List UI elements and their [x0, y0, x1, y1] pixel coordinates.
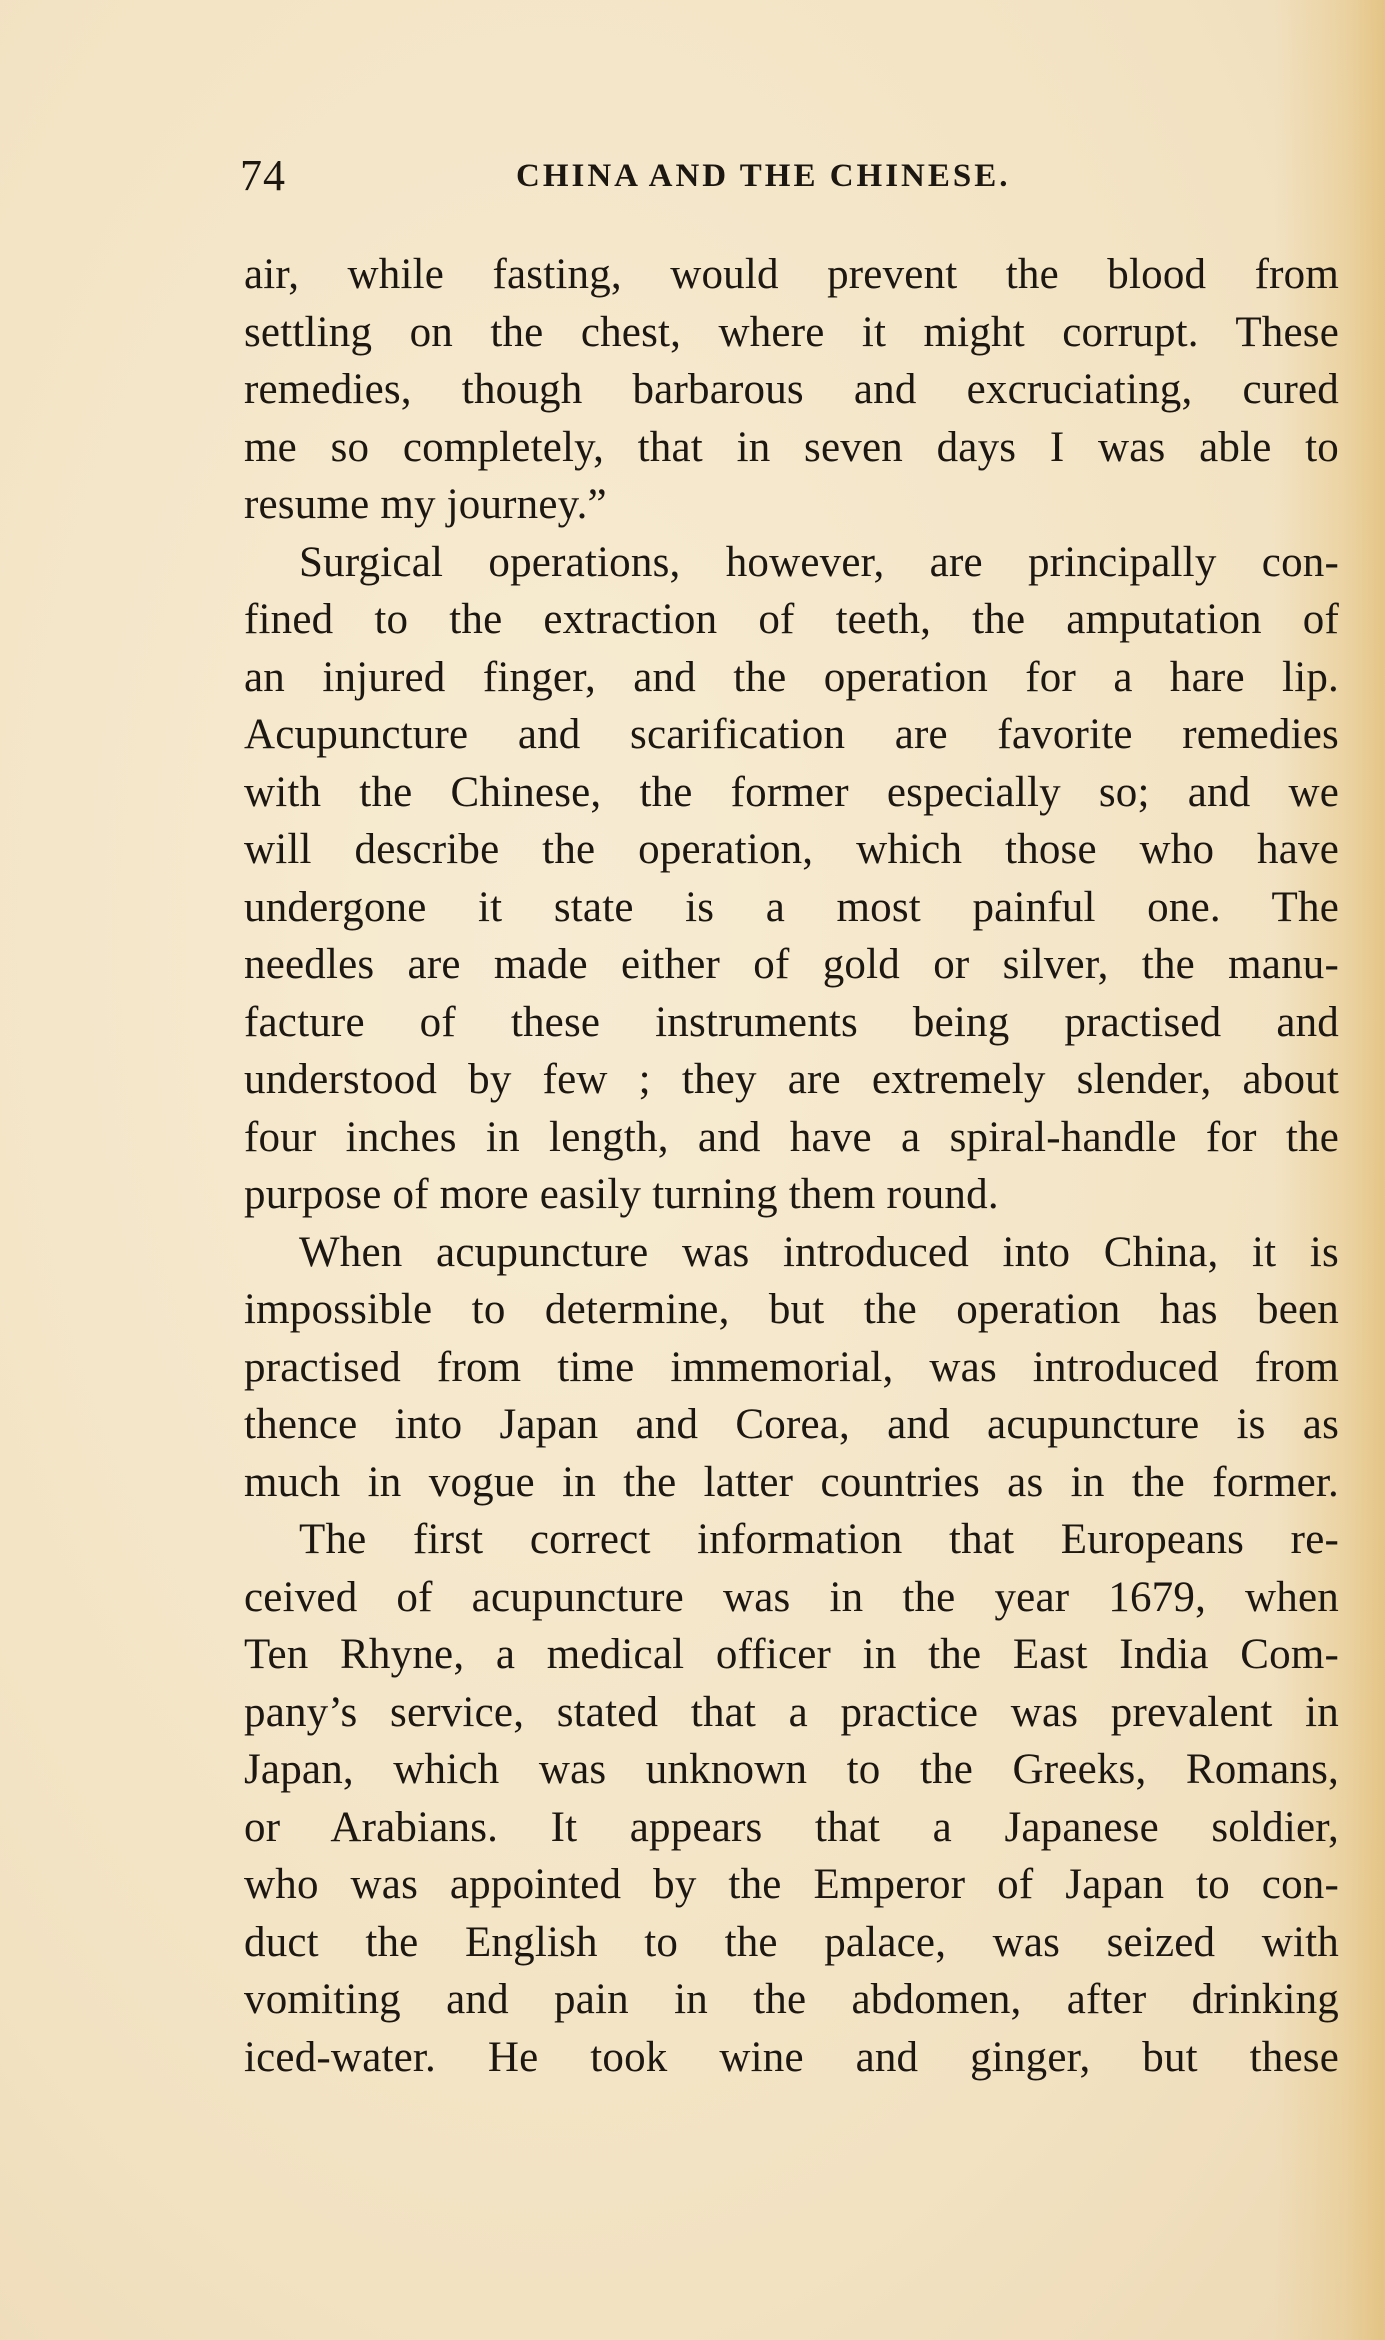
- text-line: duct the English to the palace, was seized with: [244, 1918, 1339, 1966]
- text-line: ceived of acupuncture was in the year 1679, when: [244, 1573, 1339, 1621]
- text-line: four inches in length, and have a spiral-handle for the: [244, 1113, 1339, 1161]
- text-line: pany’s service, stated that a practice was prevalent in: [244, 1688, 1339, 1736]
- text-line: undergone it state is a most painful one. The: [244, 883, 1339, 931]
- text-line: iced-water. He took wine and ginger, but these: [244, 2033, 1339, 2081]
- text-line: will describe the operation, which those who have: [244, 826, 1339, 873]
- text-line: Japan, which was unknown to the Greeks, Romans,: [244, 1746, 1339, 1793]
- text-line: vomiting and pain in the abdomen, after drinking: [244, 1976, 1339, 2023]
- text-line: impossible to determine, but the operation has been: [244, 1286, 1339, 1333]
- body-text: [244, 246, 1339, 2086]
- text-line: practised from time immemorial, was introduced from: [244, 1343, 1339, 1391]
- text-line: an injured finger, and the operation for a hare lip.: [244, 653, 1339, 701]
- text-line: air, while fasting, would prevent the blood from: [244, 251, 1339, 298]
- running-title: CHINA AND THE CHINESE.: [516, 158, 1011, 194]
- text-line: facture of these instruments being practised and: [244, 998, 1339, 1046]
- text-line: me so completely, that in seven days I was able to: [244, 423, 1339, 471]
- text-line: remedies, though barbarous and excruciating, cured: [244, 366, 1339, 413]
- text-line: fined to the extraction of teeth, the amputation of: [244, 596, 1339, 643]
- text-line: thence into Japan and Corea, and acupuncture is as: [244, 1401, 1339, 1448]
- text-line: needles are made either of gold or silver, the manu-: [244, 941, 1339, 988]
- text-line: Surgical operations, however, are principally con-: [299, 538, 1339, 586]
- text-line: purpose of more easily turning them round.: [244, 1171, 999, 1218]
- text-line: settling on the chest, where it might corrupt. These: [244, 308, 1339, 356]
- text-line: who was appointed by the Emperor of Japan to con-: [244, 1861, 1339, 1908]
- text-line: much in vogue in the latter countries as in the former.: [244, 1458, 1339, 1506]
- text-line: or Arabians. It appears that a Japanese soldier,: [244, 1803, 1339, 1851]
- page-header: [240, 150, 1335, 210]
- text-line: with the Chinese, the former especially so; and we: [244, 768, 1339, 816]
- text-line: resume my journey.”: [244, 481, 607, 528]
- text-line: When acupuncture was introduced into China, it is: [299, 1228, 1339, 1276]
- page-number: 74: [240, 151, 286, 200]
- text-line: The first correct information that Europeans re-: [299, 1516, 1339, 1563]
- text-line: Acupuncture and scarification are favorite remedies: [244, 711, 1339, 758]
- text-line: understood by few ; they are extremely slender, about: [244, 1056, 1339, 1103]
- text-line: Ten Rhyne, a medical officer in the East India Com-: [244, 1631, 1339, 1678]
